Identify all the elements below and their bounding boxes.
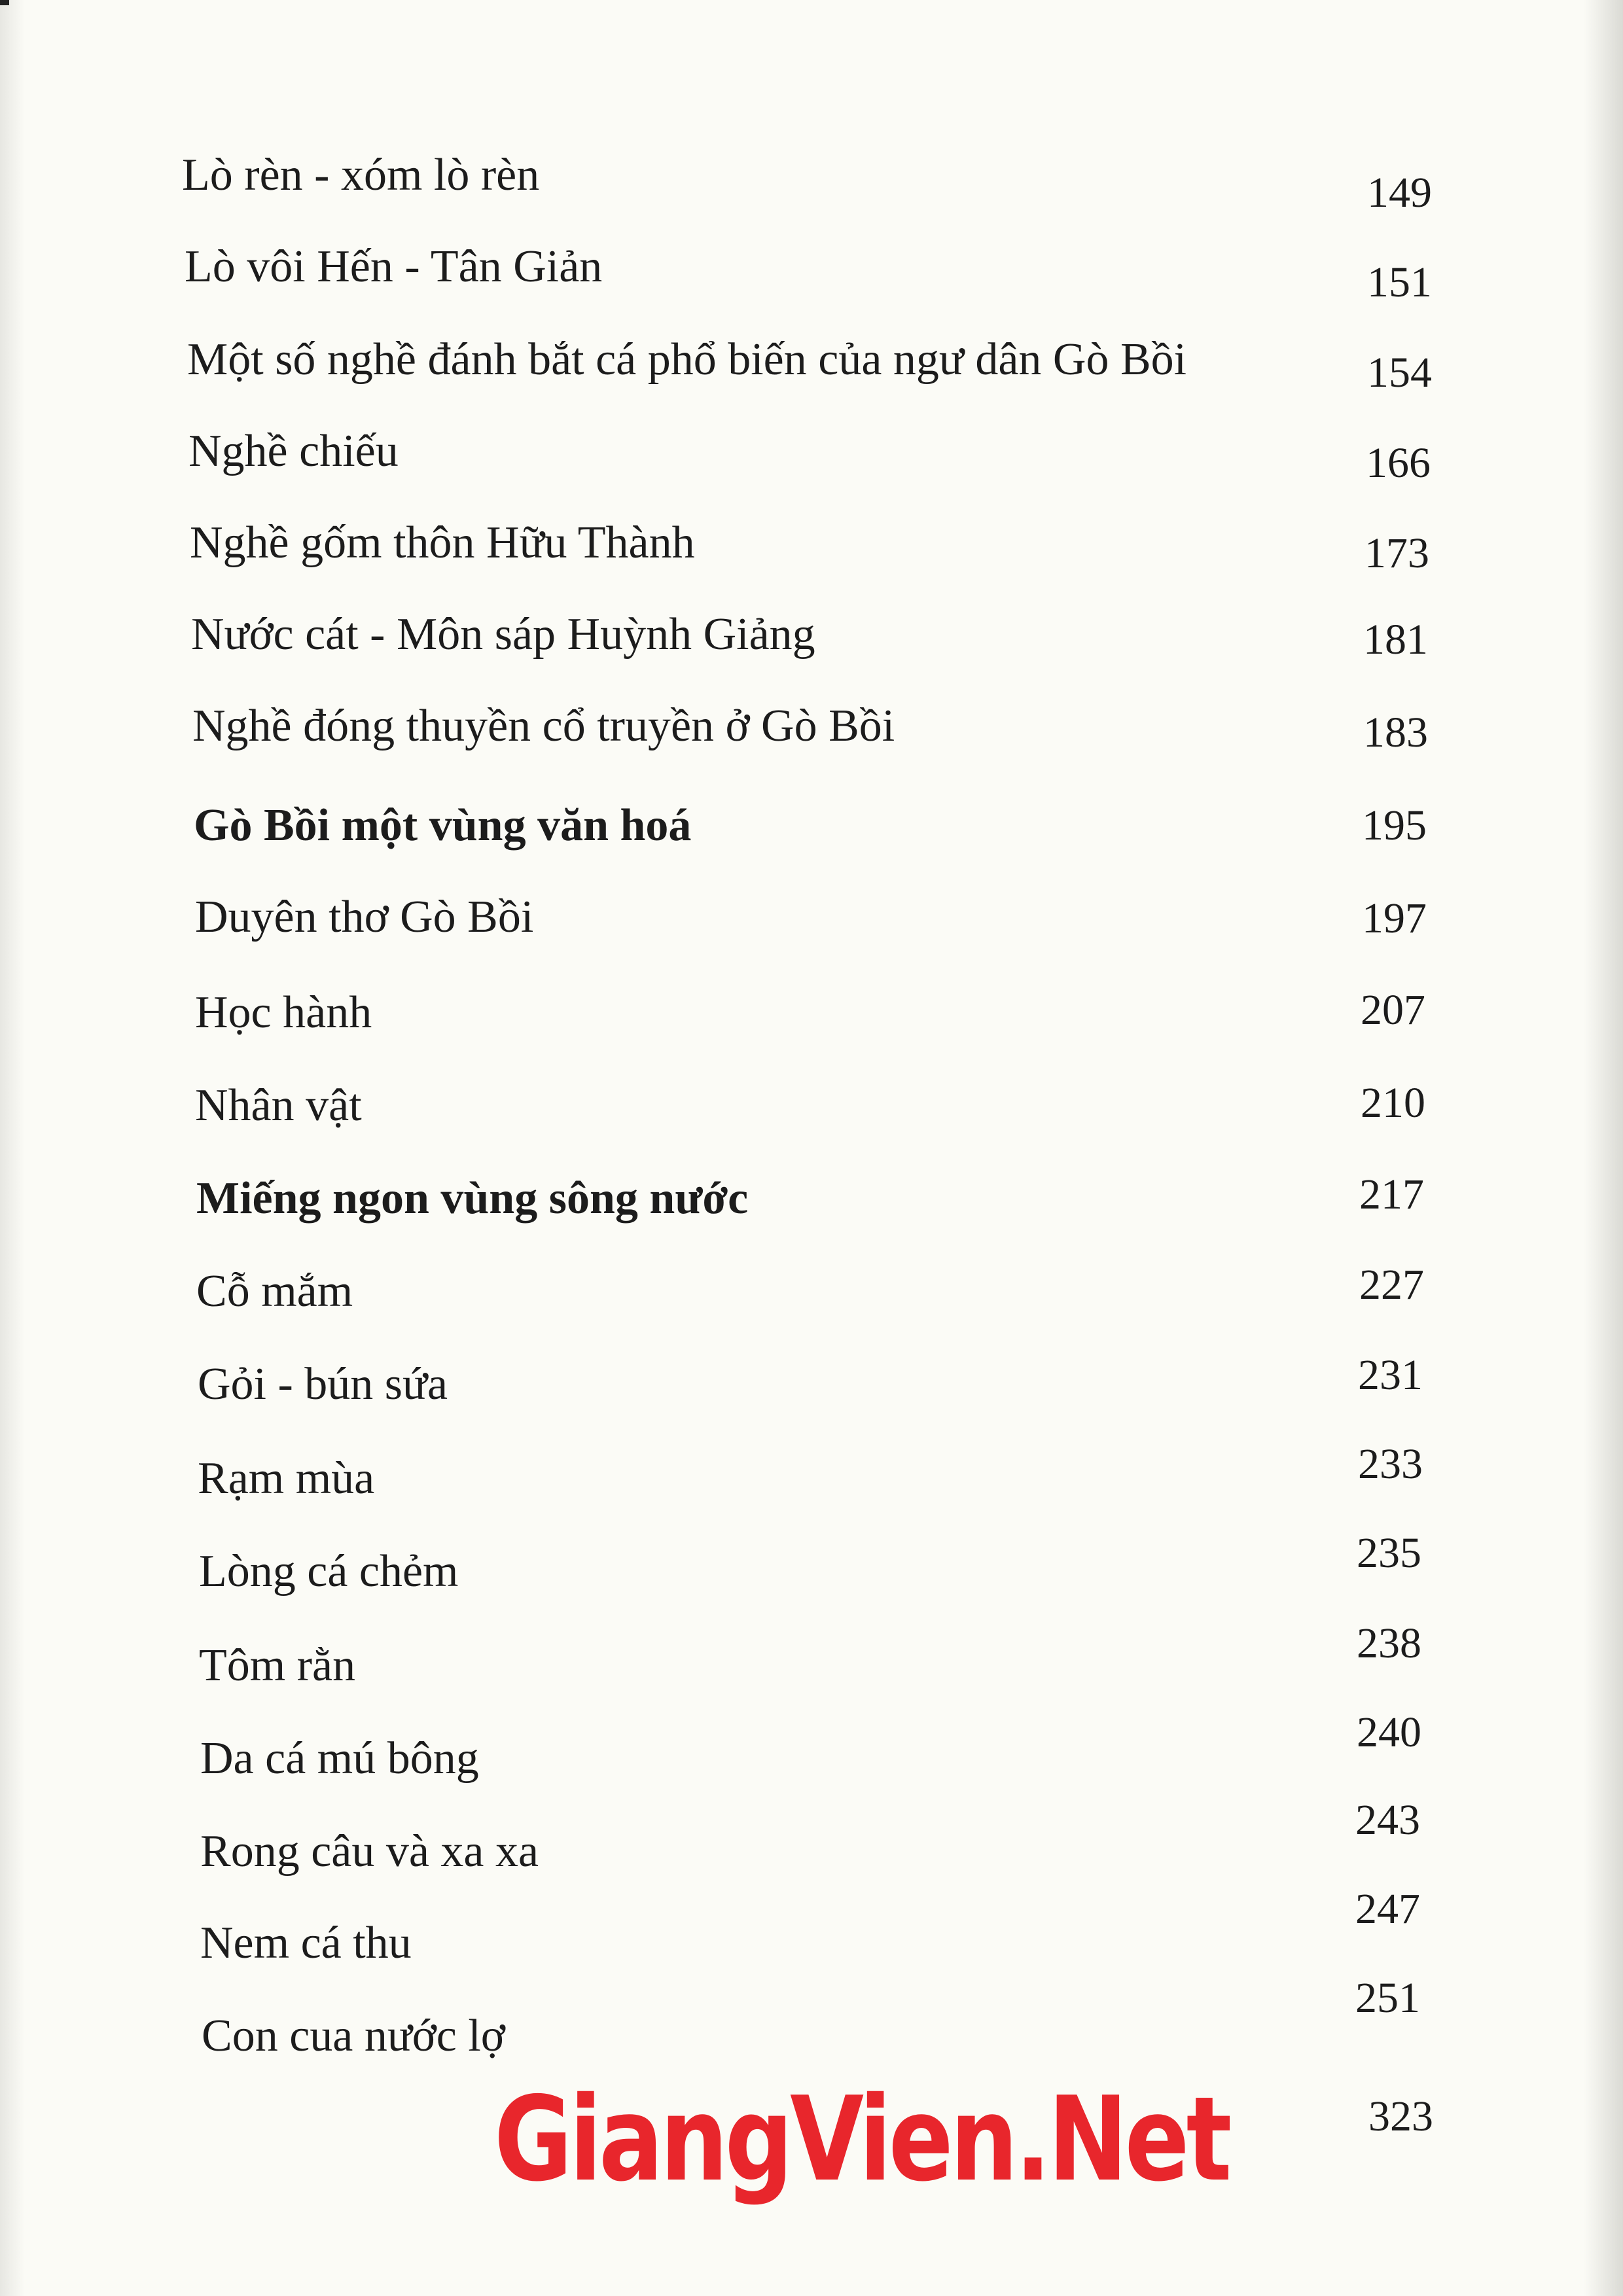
toc-entry-title: Lòng cá chẻm (199, 1546, 459, 1597)
toc-entry-title: Duyên thơ Gò Bồi (195, 892, 534, 942)
toc-entry-title: Cỗ mắm (196, 1266, 353, 1316)
toc-entry-title: Da cá mú bông (200, 1733, 479, 1784)
toc-entry-page: 231 (1358, 1351, 1423, 1399)
page-number: 323 (1368, 2093, 1433, 2140)
toc-entry-title: Lò vôi Hến - Tân Giản (185, 241, 603, 292)
toc-entry-title: Gỏi - bún sứa (198, 1359, 448, 1409)
toc-entry-page: 227 (1359, 1261, 1424, 1309)
toc-entry-title: Nem cá thu (200, 1918, 412, 1968)
toc-entry-page: 240 (1357, 1708, 1421, 1756)
toc-section-title: Gò Bồi một vùng văn hoá (194, 800, 692, 851)
toc-entry-page: 154 (1367, 349, 1432, 397)
toc-entry-page: 149 (1367, 169, 1432, 217)
toc-entry-title: Học hành (195, 987, 372, 1038)
toc-entry-page: 173 (1364, 529, 1429, 577)
toc-entry-page: 238 (1357, 1619, 1421, 1667)
toc-section-title: Miếng ngon vùng sông nước (196, 1173, 749, 1224)
toc-entry-page: 235 (1357, 1529, 1421, 1577)
toc-entry-title: Nhân vật (195, 1080, 362, 1131)
toc-entry-page: 233 (1358, 1440, 1423, 1488)
watermark-logo: GiangVien.Net (494, 2072, 1229, 2207)
toc-entry-page: 210 (1361, 1079, 1425, 1127)
toc-entry-page: 243 (1355, 1796, 1420, 1844)
toc-entry-title: Nghề chiếu (188, 426, 399, 476)
toc-entry-page: 166 (1366, 439, 1431, 487)
toc-entry-page: 195 (1362, 802, 1427, 849)
toc-entry-title: Nghề đóng thuyền cổ truyền ở Gò Bồi (192, 701, 895, 751)
toc-entry-title: Nghề gốm thôn Hữu Thành (190, 518, 695, 568)
toc-entry-title: Nước cát - Môn sáp Huỳnh Giảng (191, 609, 815, 660)
toc-entry-title: Một số nghề đánh bắt cá phổ biến của ngư dân Gò Bồi (187, 334, 1187, 385)
toc-entry-title: Lò rèn - xóm lò rèn (182, 150, 540, 200)
toc-entry-title: Rong câu và xa xa (200, 1826, 539, 1877)
toc-entry-title: Rạm mùa (198, 1453, 375, 1504)
toc-entry-title: Tôm rằn (199, 1640, 356, 1691)
toc-entry-page: 207 (1361, 986, 1425, 1034)
toc-entry-page: 181 (1363, 616, 1428, 663)
toc-entry-page: 251 (1355, 1974, 1420, 2022)
toc-entry-page: 151 (1367, 258, 1432, 306)
toc-entry-page: 183 (1363, 709, 1428, 756)
toc-entry-title: Con cua nước lợ (202, 2011, 505, 2061)
toc-entry-page: 217 (1359, 1171, 1424, 1218)
toc-entry-page: 247 (1355, 1885, 1420, 1933)
toc-entry-page: 197 (1362, 894, 1427, 942)
